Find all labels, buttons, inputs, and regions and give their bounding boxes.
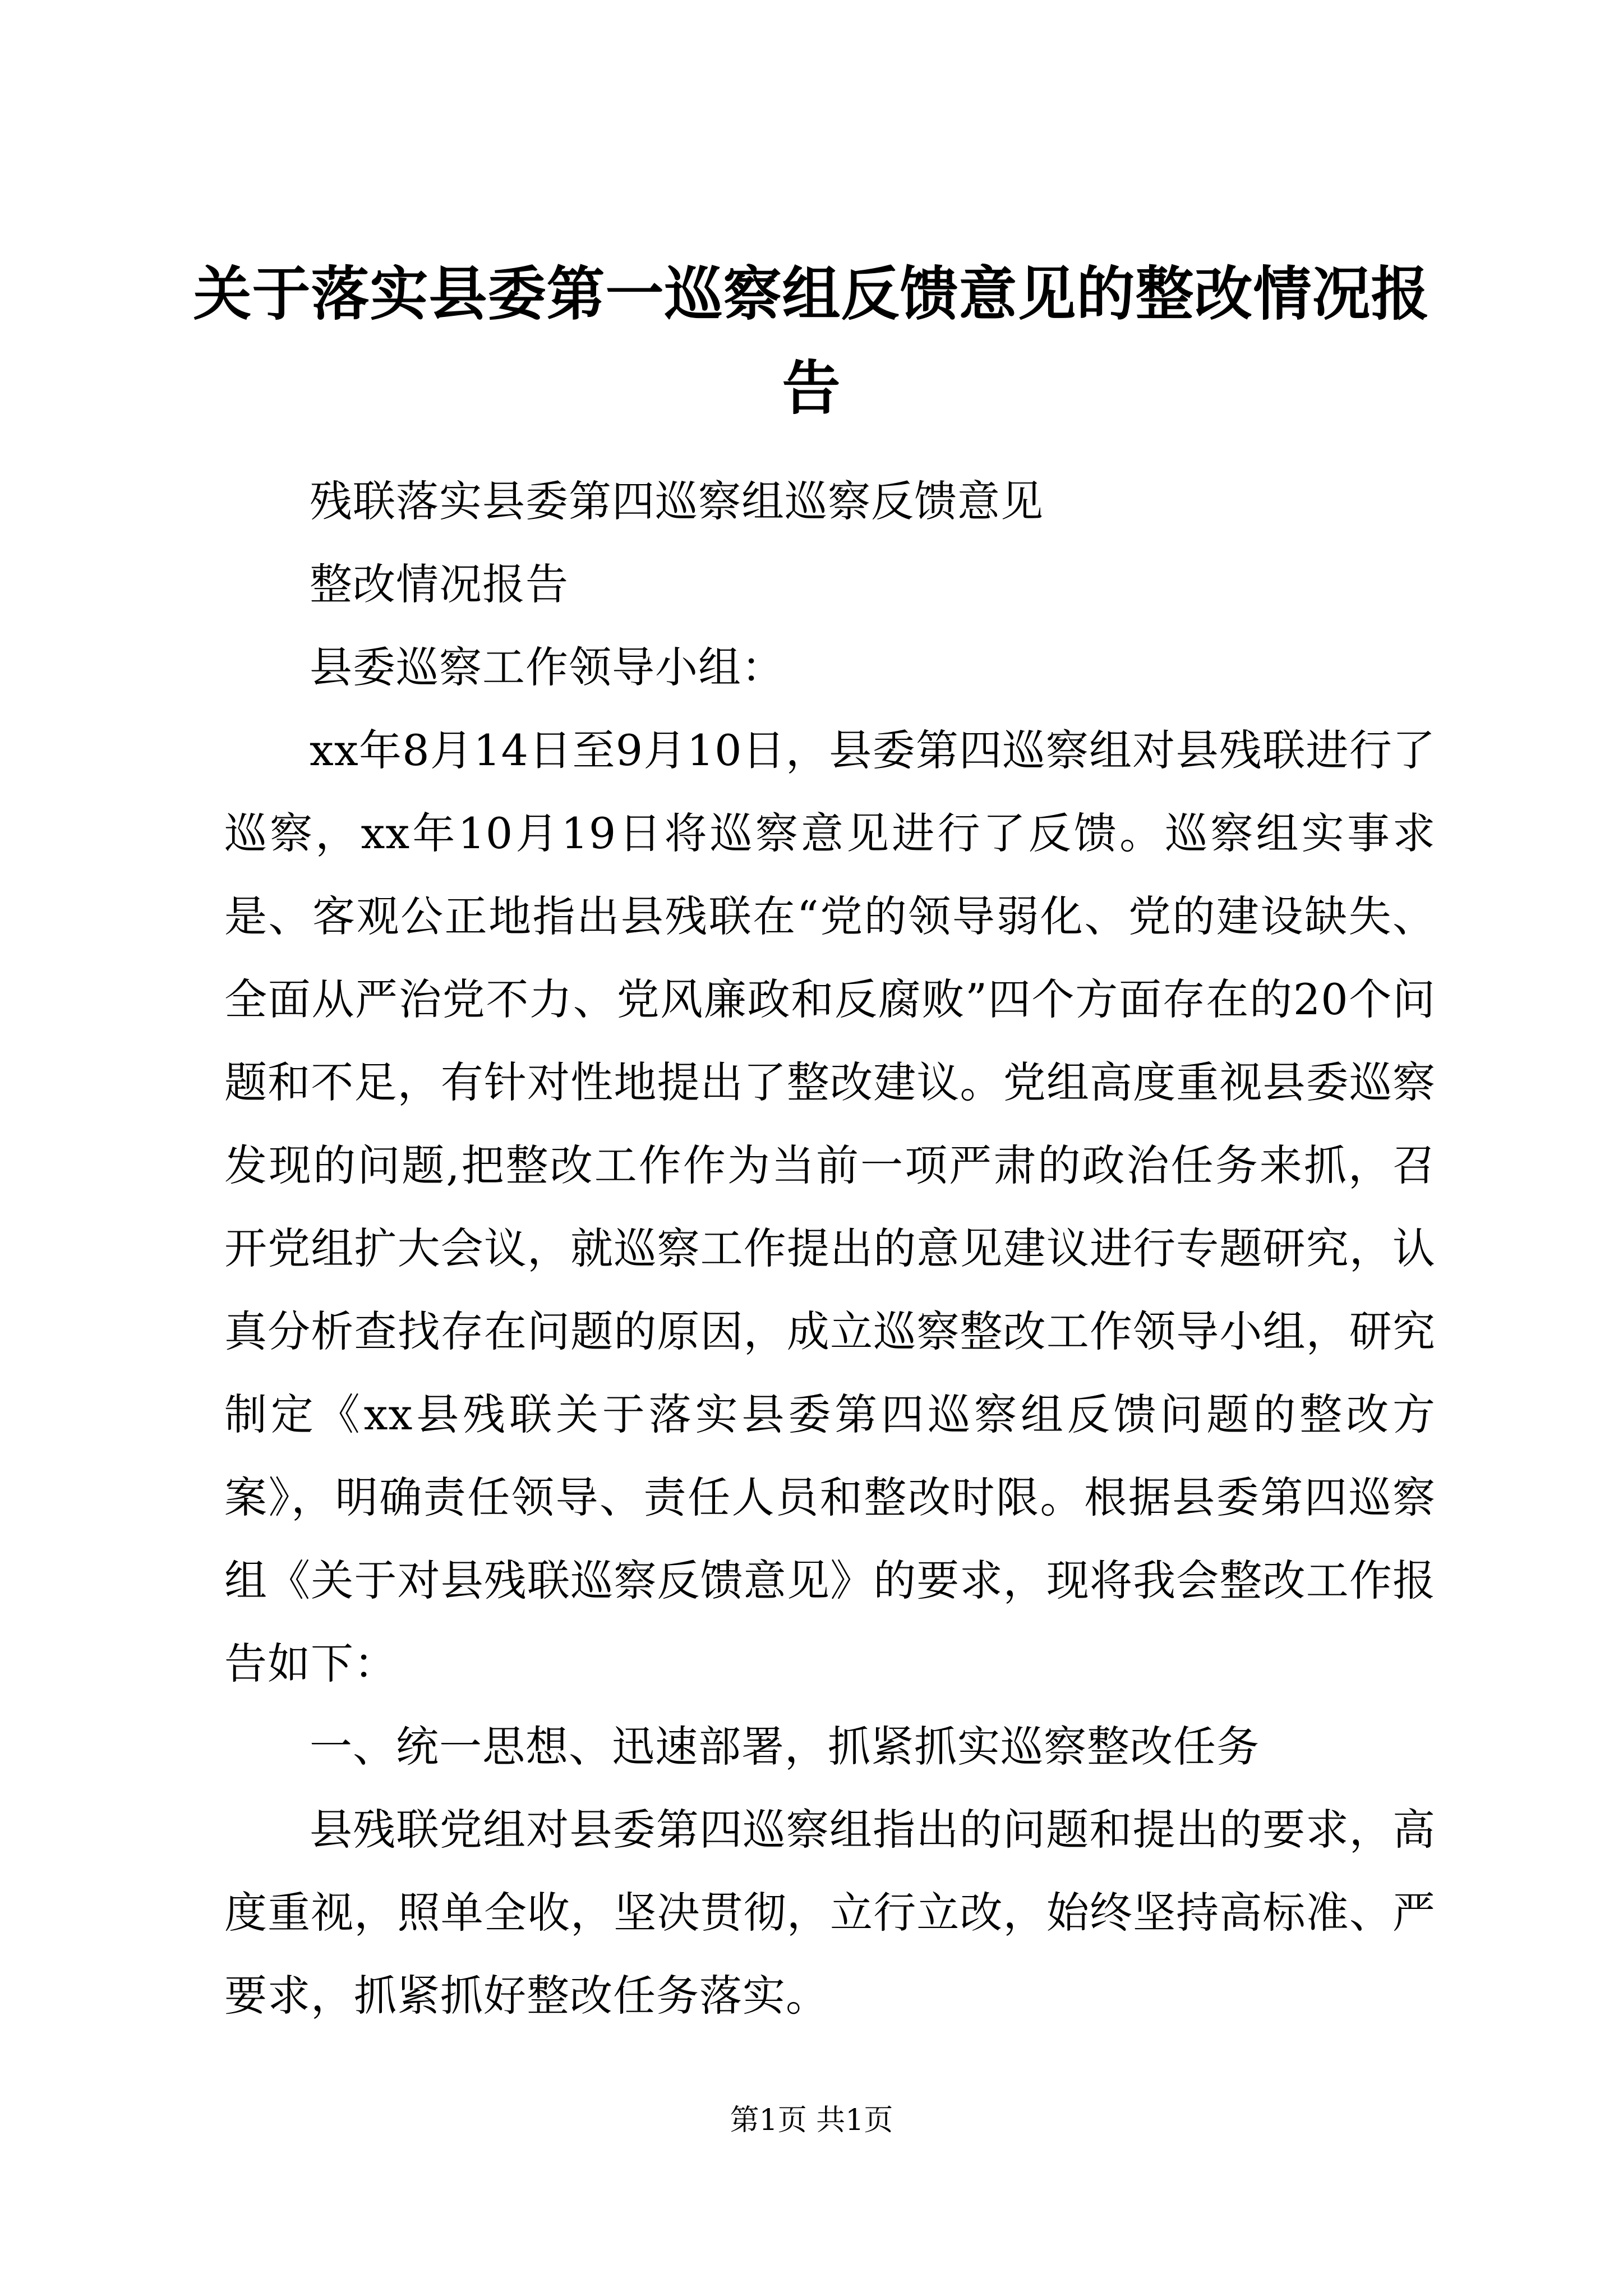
page-footer: 第1页 共1页 <box>730 2104 893 2137</box>
paragraph-subtitle-line-1: 残联落实县委第四巡察组巡察反馈意见 <box>310 476 1044 526</box>
document-title: 关于落实县委第一巡察组反馈意见的整改情况报告 <box>193 259 1430 422</box>
section-heading-1: 一、统一思想、迅速部署，抓紧抓实巡察整改任务 <box>310 1722 1260 1772</box>
document-body <box>224 460 1436 2037</box>
paragraph-section-1: 县残联党组对县委第四巡察组指出的问题和提出的要求，高度重视，照单全收，坚决贯彻，立行立改，始终坚持高标准、严要求，抓紧抓好整改任务落实。 <box>224 1805 1436 2021</box>
paragraph-subtitle-line-2: 整改情况报告 <box>310 559 569 609</box>
paragraph-main: xx年8月14日至9月10日，县委第四巡察组对县残联进行了巡察，xx年10月19日将巡察意见进行了反馈。巡察组实事求是、客观公正地指出县残联在“党的领导弱化、党的建设缺失、全面从严治党不力、党风廉政和反腐败”四个方面存在的20个问题和不足，有针对性地提出了整改建议。党组高度重视县委巡察发现的问题,把整改工作作为当前一项严肃的政治任务来抓，召开党组扩大会议，就巡察工作提出的意见建议进行专题研究，认真分析查找存在问题的原因，成立巡察整改工作领导小组，研究制定《xx县残联关于落实县委第四巡察组反馈问题的整改方案》，明确责任领导、责任人员和整改时限。根据县委第四巡察组《关于对县残联巡察反馈意见》的要求，现将我会整改工作报告如下： <box>224 725 1436 1688</box>
paragraph-salutation: 县委巡察工作领导小组： <box>310 642 785 692</box>
